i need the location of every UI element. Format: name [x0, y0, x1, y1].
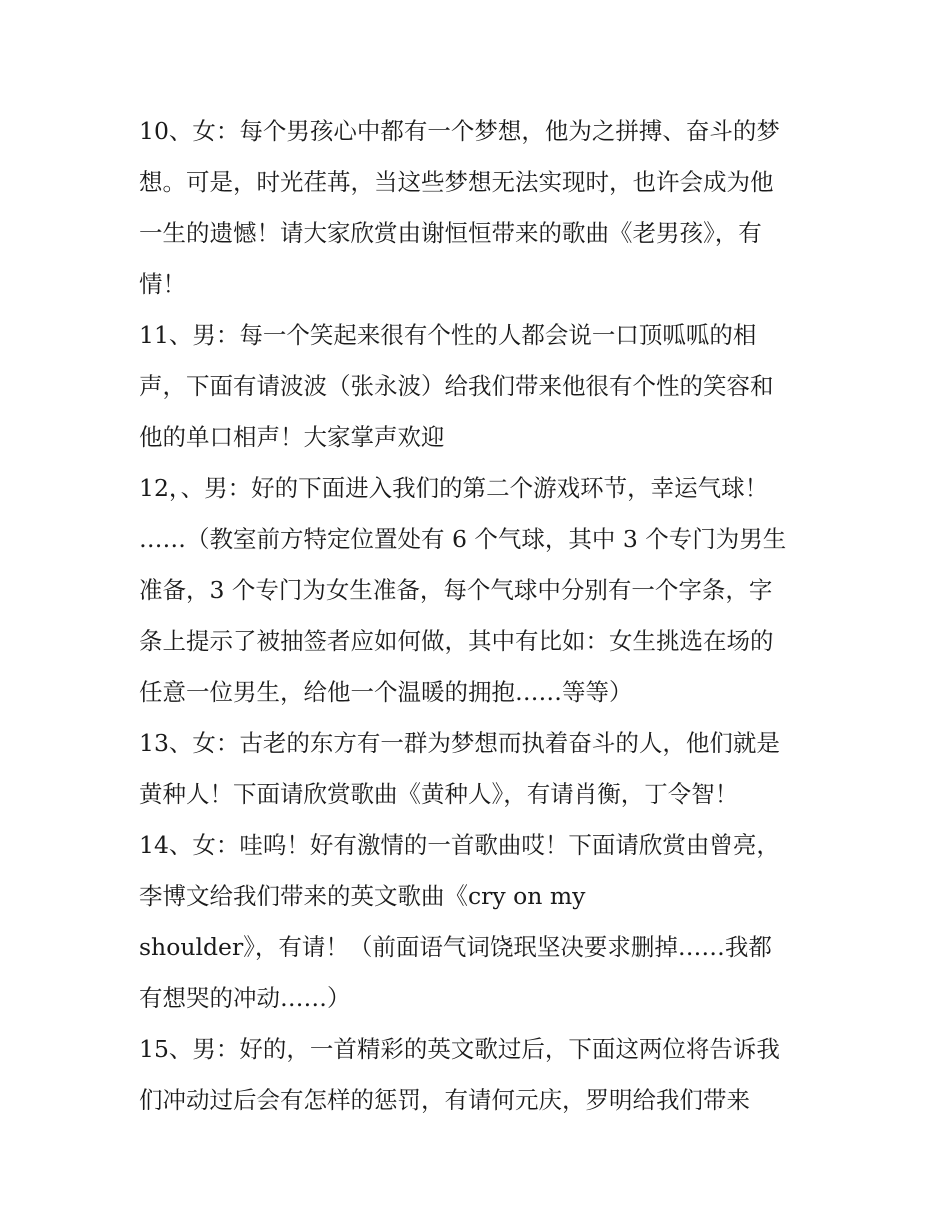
text-line-4: 情！: [139, 270, 186, 298]
text-line-11: 条上提示了被抽签者应如何做，其中有比如：女生挑选在场的: [139, 627, 774, 655]
text-line-18: 有想哭的冲动……）: [139, 984, 351, 1012]
text-line-6: 声，下面有请波波（张永波）给我们带来他很有个性的笑容和: [139, 372, 774, 400]
text-line-15: 14、女：哇呜！好有激情的一首歌曲哎！下面请欣赏由曾亮，: [139, 831, 780, 859]
text-line-16: 李博文给我们带来的英文歌曲《cry on my: [139, 882, 586, 910]
text-line-17: shoulder》，有请！（前面语气词饶珉坚决要求删掉……我都: [139, 933, 772, 961]
text-line-13: 13、女：古老的东方有一群为梦想而执着奋斗的人，他们就是: [139, 729, 780, 757]
text-line-2: 想。可是，时光荏苒，当这些梦想无法实现时，也许会成为他: [139, 168, 774, 196]
text-line-9: ……（教室前方特定位置处有 6 个气球，其中 3 个专门为男生: [139, 525, 787, 553]
text-line-1: 10、女：每个男孩心中都有一个梦想，他为之拼搏、奋斗的梦: [139, 117, 780, 145]
text-line-14: 黄种人！下面请欣赏歌曲《黄种人》，有请肖衡，丁令智！: [139, 780, 739, 808]
text-line-20: 们冲动过后会有怎样的惩罚，有请何元庆，罗明给我们带来: [139, 1086, 750, 1114]
text-line-12: 任意一位男生，给他一个温暖的拥抱……等等）: [139, 678, 633, 706]
script-text-body: [139, 106, 819, 1126]
text-line-19: 15、男：好的，一首精彩的英文歌过后，下面这两位将告诉我: [139, 1035, 780, 1063]
text-line-8: 12，、男：好的下面进入我们的第二个游戏环节，幸运气球！: [139, 474, 769, 502]
text-line-5: 11、男：每一个笑起来很有个性的人都会说一口顶呱呱的相: [139, 321, 757, 349]
text-line-10: 准备，3 个专门为女生准备，每个气球中分别有一个字条，字: [139, 576, 773, 604]
text-line-7: 他的单口相声！大家掌声欢迎: [139, 423, 445, 451]
text-line-3: 一生的遗憾！请大家欣赏由谢恒恒带来的歌曲《老男孩》，有: [139, 219, 762, 247]
